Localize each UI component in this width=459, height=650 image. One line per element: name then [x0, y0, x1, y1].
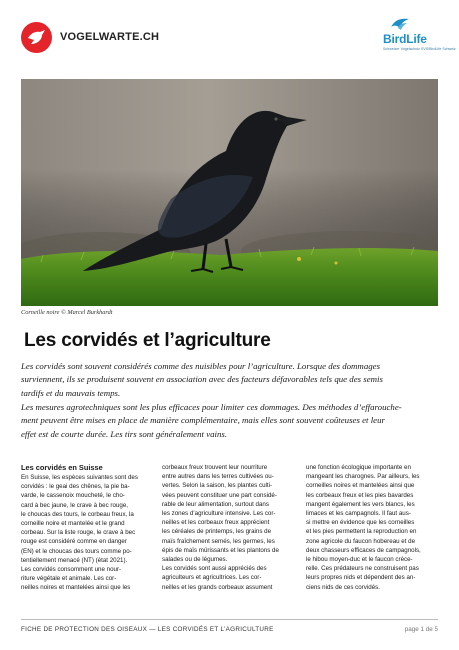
birdlife-bird-icon — [389, 17, 411, 31]
intro-line: surviennent, ils se produisent souvent en association avec des facteurs défavorables tels que des semis — [21, 374, 383, 385]
brand-name: VOGELWARTE.CH — [60, 31, 160, 43]
vogelwarte-logo[interactable] — [21, 22, 52, 53]
body-line: mangeant les charognes. Par ailleurs, les — [306, 473, 420, 481]
body-line: agriculteurs et agricultrices. Les cor- — [162, 574, 262, 582]
birdlife-subtitle: Schweizer Vogelschutz SVS/BirdLife Schweiz — [383, 47, 456, 51]
body-line: épis de maïs mûrissants et les plantons de — [162, 546, 279, 554]
body-line: les zones d’agriculture intensive. Les cor- — [162, 510, 276, 518]
body-line: (EN) et le choucas des tours comme po- — [21, 547, 132, 555]
body-line: le choucas des tours, le corbeau freux, la — [21, 510, 134, 518]
body-line: une fonction écologique importante en — [306, 464, 411, 471]
body-line: si mettre en évidence que les corneilles — [306, 519, 415, 527]
intro-paragraph-2 — [21, 401, 438, 441]
birdlife-name: BirdLife — [383, 32, 427, 46]
body-line: tentiellement menacé (NT) (état 2021). — [21, 556, 128, 564]
body-line: neilles et les corbeaux freux apprécient — [162, 519, 270, 527]
body-line: corbeaux freux trouvent leur nourriture — [162, 464, 268, 471]
body-column-3 — [306, 463, 437, 592]
page-title: Les corvidés et l’agriculture — [24, 330, 271, 351]
body-line: maïs fraîchement semés, les germes, les — [162, 537, 275, 545]
intro-line: Les mesures agrotechniques sont les plus efficaces pour limiter ces dommages. Des méthodes d’effarouche- — [21, 402, 402, 412]
body-line: rouge est considéré comme en danger — [21, 538, 127, 546]
body-line: vertes. Selon la saison, les plantes culti- — [162, 482, 273, 490]
body-line: salades ou de légumes. — [162, 556, 228, 564]
intro-paragraph-1 — [21, 360, 438, 400]
body-line: corbeau. Sur la liste rouge, le crave à bec — [21, 529, 136, 537]
page-number: page 1 de 5 — [404, 626, 438, 633]
body-line: ciens nids de ces corvidés. — [306, 583, 380, 591]
body-line: neilles et les grands corbeaux assument — [162, 583, 273, 591]
body-line: varde, le cassenoix moucheté, le cho- — [21, 492, 125, 500]
bird-logo-icon — [27, 29, 46, 46]
body-column-2 — [162, 463, 293, 592]
body-line: corneilles noires et mantelées ainsi que — [306, 482, 415, 490]
body-line: zone agricole du faucon hobereau et de — [306, 537, 416, 545]
footer-divider — [21, 619, 438, 620]
body-line: Les corvidés consomment une nour- — [21, 566, 122, 574]
body-line: les céréales de printemps, les grains de — [162, 528, 272, 536]
body-line: limaces et les campagnols. Il faut aus- — [306, 510, 411, 518]
page-header — [0, 0, 459, 66]
body-line: entre autres dans les terres cultivées ou- — [162, 473, 274, 481]
intro-line: Les corvidés sont souvent considérés comme des nuisibles pour l’agriculture. Lorsque des dommages — [21, 361, 381, 371]
intro-line: tardifs et du mauvais temps. — [21, 387, 121, 398]
section-heading: Les corvidés en Suisse — [21, 463, 103, 472]
body-line: relle. Ces prédateurs ne construisent pas — [306, 565, 419, 573]
photo-caption: Corneille noire © Marcel Burkhardt — [21, 309, 113, 316]
body-line: En Suisse, les espèces suivantes sont des — [21, 474, 138, 481]
footer-title: FICHE DE PROTECTION DES OISEAUX — LES CORVIDÉS ET L’AGRICULTURE — [21, 626, 274, 633]
crow-image — [21, 79, 438, 306]
intro-line: ment peuvent être mises en place de manière complémentaire, mais elles sont souvent coûteuses et leur — [21, 415, 385, 426]
body-line: mangent également les vers blancs, les — [306, 500, 415, 508]
body-line: leurs propres nids et dépendent des an- — [306, 574, 416, 582]
body-line: le hibou moyen-duc et le faucon créce- — [306, 556, 413, 564]
body-line: corvidés : le geai des chênes, la pie ba- — [21, 483, 130, 491]
birdlife-logo[interactable] — [381, 17, 456, 57]
body-line: Les corvidés sont aussi appréciés des — [162, 565, 267, 573]
body-line: deux chasseurs efficaces de campagnols, — [306, 546, 421, 554]
body-line: les corbeaux freux et les pies bavardes — [306, 491, 414, 499]
body-line: rable de leur alimentation, surtout dans — [162, 500, 269, 508]
body-line: vées peuvent constituer une part considé- — [162, 491, 277, 499]
intro-line: effet est de courte durée. Les tirs sont généralement vains. — [21, 428, 228, 439]
body-column-1 — [21, 463, 152, 593]
body-line: et les pies permettent la reproduction en — [306, 528, 417, 536]
body-line: card à bec jaune, le crave à bec rouge, — [21, 501, 128, 509]
body-line: riture végétale et animale. Les cor- — [21, 575, 117, 583]
crow-photo — [21, 79, 438, 306]
body-line: corneille noire et mantelée et le grand — [21, 520, 125, 528]
body-line: neilles noires et mantelées ainsi que les — [21, 584, 131, 592]
